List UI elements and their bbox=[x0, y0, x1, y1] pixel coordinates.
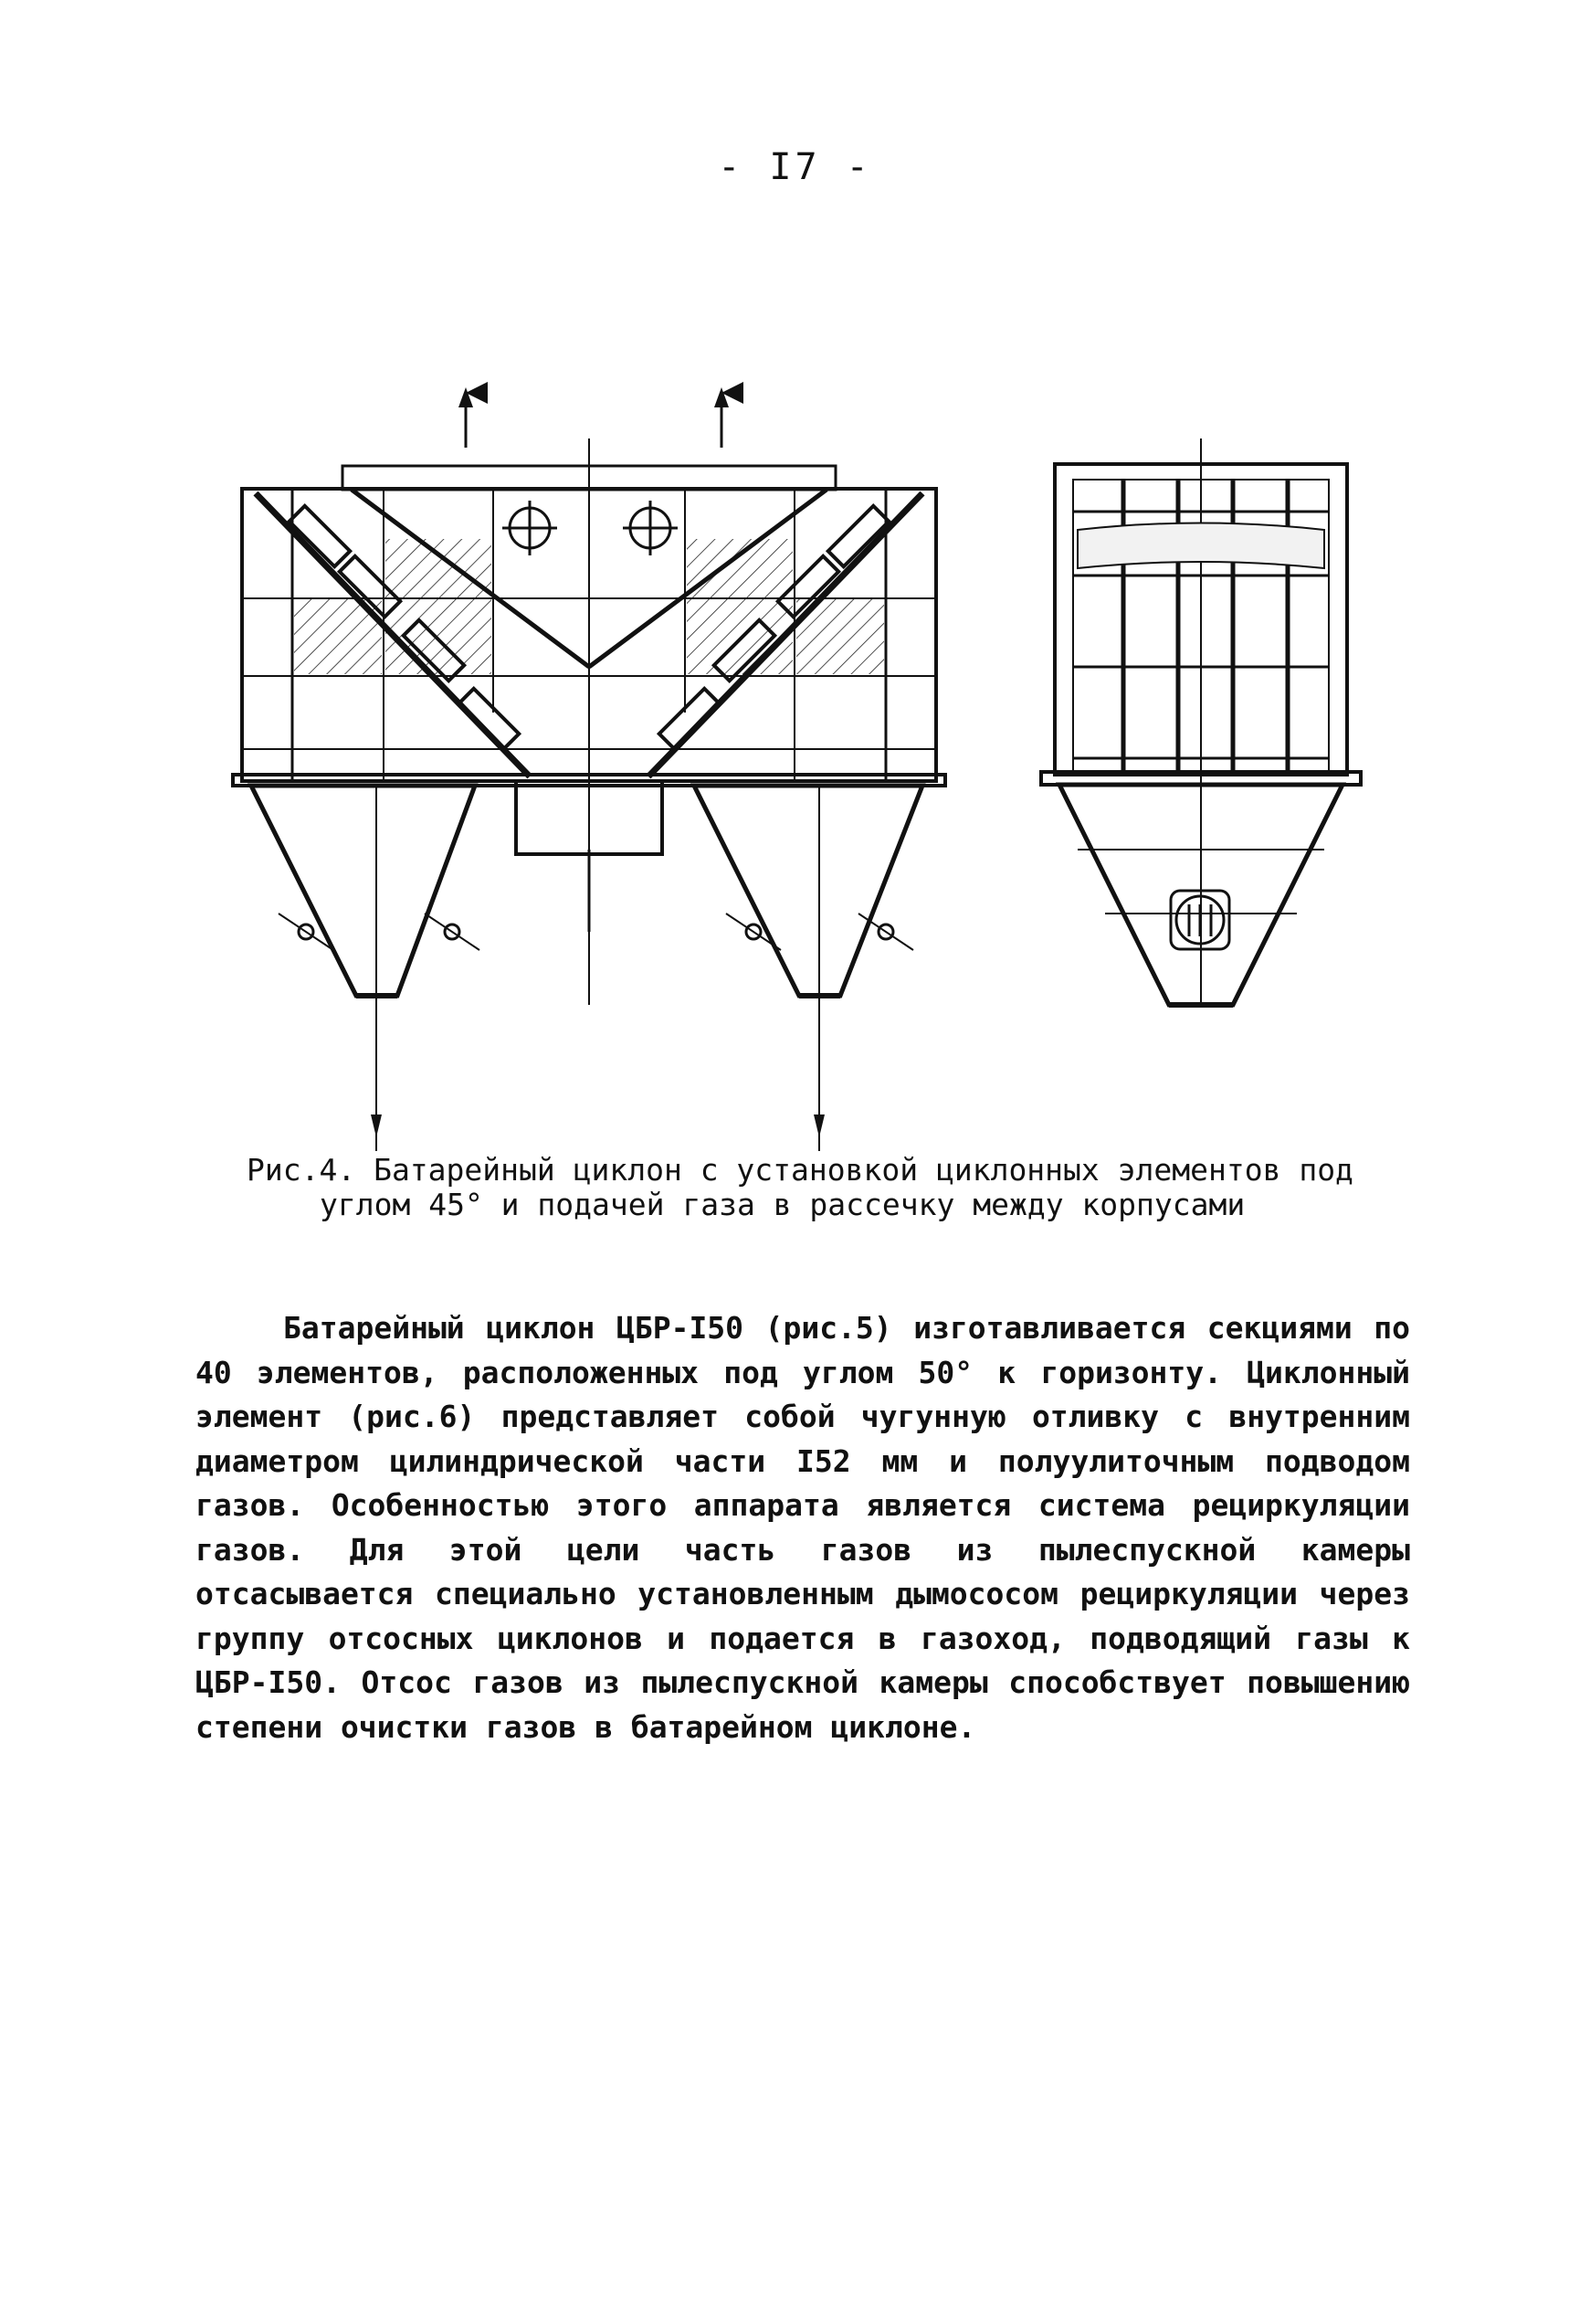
front-elevation-view bbox=[233, 387, 945, 1151]
figure-caption bbox=[247, 1153, 1397, 1222]
body-paragraph bbox=[195, 1306, 1410, 1749]
cyclone-drawing bbox=[201, 365, 1388, 1151]
side-elevation-view bbox=[1041, 438, 1361, 1005]
figure-caption-line2: углом 45° и подачей газа в рассечку между корпусами bbox=[320, 1187, 1246, 1222]
figure-caption-line1: Рис.4. Батарейный циклон с установкой циклонных элементов под bbox=[247, 1152, 1353, 1188]
page-number: - I7 - bbox=[718, 146, 872, 188]
body-paragraph-text: Батарейный циклон ЦБР-I50 (рис.5) изготавливается секциями по 40 элементов, расположенных под углом 50° к горизонту. Циклонный элемент (рис.6) представляет собой чугунную отливку с внутренним диаметром цилиндрической части I52 мм и полуулиточным подводом газов. Особенностью этого аппарата является система рециркуляции газов. Для этой цели часть газов из пылеспускной камеры отсасывается специально установленным дымососом рециркуляции через группу отсосных циклонов и подается в газоход, подводящий газы к ЦБР-I50. Отсос газов из пылеспускной камеры способствует повышению степени очистки газов в батарейном циклоне. bbox=[195, 1310, 1410, 1745]
